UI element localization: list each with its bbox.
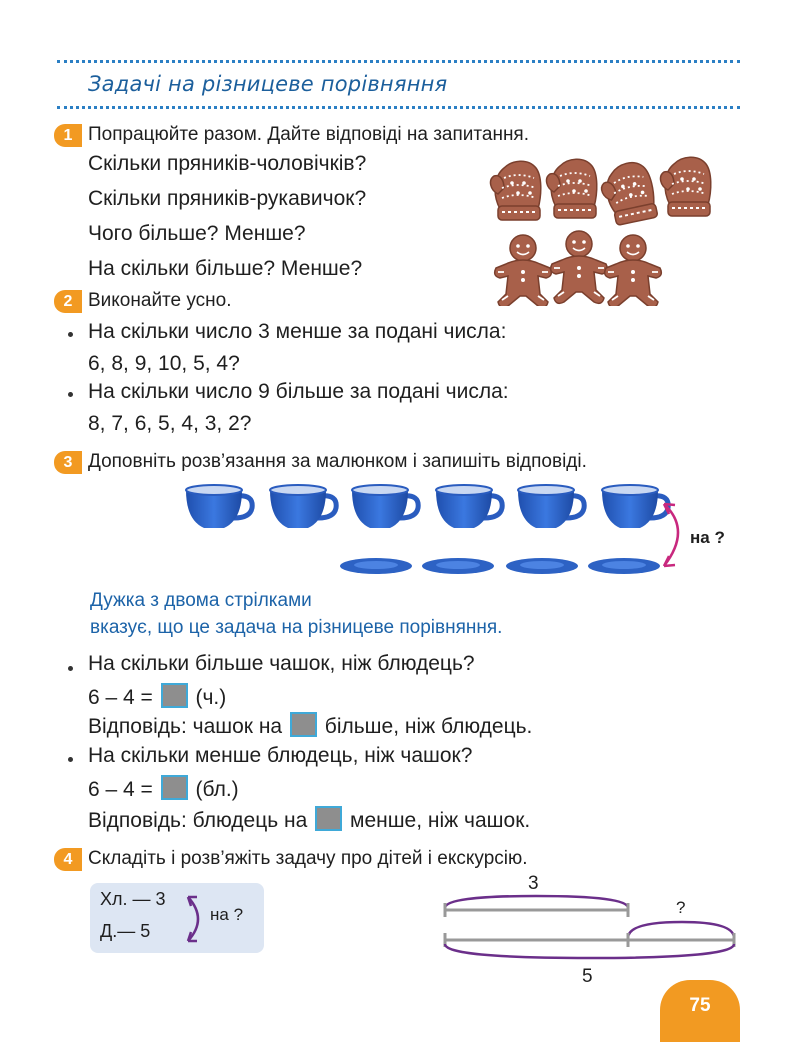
task3-equation	[88, 683, 226, 710]
task3-answer	[88, 712, 532, 739]
diagram-question-label: ?	[676, 898, 686, 917]
top-brace	[445, 896, 628, 908]
bottom-brace	[445, 944, 734, 958]
answer-box[interactable]	[161, 683, 188, 708]
bottom-dotted-rule	[57, 106, 740, 109]
bullet-dot	[68, 757, 73, 762]
task1-intro: Попрацюйте разом. Дайте відповіді на запитання.	[88, 124, 529, 145]
task1-question: Скільки пряників-рукавичок?	[88, 187, 367, 210]
saucer-icon	[422, 558, 494, 574]
task1-question: Скільки пряників-чоловічків?	[88, 152, 367, 175]
answer-box[interactable]	[315, 806, 342, 831]
cup-icon	[352, 485, 418, 528]
task-number-badge: 4	[54, 848, 82, 871]
cup-icon	[436, 485, 502, 528]
task2-intro: Виконайте усно.	[88, 290, 232, 311]
equation-unit: (ч.)	[195, 686, 227, 709]
task-number-badge: 3	[54, 451, 82, 474]
gingerbread-man	[605, 235, 662, 306]
answer-text-before: Відповідь: чашок на	[88, 715, 283, 738]
top-dotted-rule	[57, 60, 740, 63]
task3-equation	[88, 775, 239, 802]
gingerbread-illustration	[484, 146, 720, 306]
legend-line: Хл. — 3	[100, 889, 166, 909]
task1-question: На скільки більше? Менше?	[88, 257, 363, 280]
cups-and-saucers-illustration	[180, 478, 740, 586]
diagram-top-label: 3	[528, 873, 539, 894]
task2-item-line: На скільки число 3 менше за подані числа:	[88, 320, 507, 343]
cup-icon	[186, 485, 252, 528]
task3-question: На скільки менше блюдець, ніж чашок?	[88, 744, 473, 767]
answer-box[interactable]	[290, 712, 317, 737]
equation-expression: 6 – 4 =	[88, 686, 153, 709]
task2-item-numbers: 8, 7, 6, 5, 4, 3, 2?	[88, 412, 252, 435]
arrowhead-bottom	[664, 556, 675, 566]
answer-text-after: менше, ніж чашок.	[350, 809, 531, 832]
difference-brace	[628, 922, 734, 938]
gingerbread-mitten	[597, 159, 658, 227]
comparison-label: на ?	[690, 528, 725, 547]
segment-diagram	[440, 892, 740, 972]
saucer-icon	[506, 558, 578, 574]
task2-item-numbers: 6, 8, 9, 10, 5, 4?	[88, 352, 240, 375]
answer-text-after: більше, ніж блюдець.	[324, 715, 533, 738]
task2-item-line: На скільки число 9 більше за подані числа:	[88, 380, 509, 403]
gingerbread-mitten	[491, 161, 541, 220]
gingerbread-mitten	[661, 157, 711, 216]
equation-expression: 6 – 4 =	[88, 778, 153, 801]
gingerbread-man	[551, 231, 608, 303]
legend-bracket	[182, 891, 212, 947]
gingerbread-mitten	[547, 159, 597, 218]
answer-text-before: Відповідь: блюдець на	[88, 809, 308, 832]
diagram-bottom-label: 5	[582, 966, 593, 987]
equation-unit: (бл.)	[195, 778, 239, 801]
legend-line: Д.— 5	[100, 921, 151, 941]
cup-icon	[518, 485, 584, 528]
task1-question: Чого більше? Менше?	[88, 222, 306, 245]
cup-icon	[270, 485, 336, 528]
saucer-icon	[588, 558, 660, 574]
task3-intro: Доповніть розв’язання за малюнком і запишіть відповіді.	[88, 451, 587, 472]
cup-icon	[602, 485, 668, 528]
saucer-icon	[340, 558, 412, 574]
task3-answer	[88, 806, 530, 833]
gingerbread-man	[495, 235, 552, 306]
bullet-dot	[68, 392, 73, 397]
page-heading: Задачі на різницеве порівняння	[88, 72, 448, 96]
task3-question: На скільки більше чашок, ніж блюдець?	[88, 652, 475, 675]
answer-box[interactable]	[161, 775, 188, 800]
note-line: Дужка з двома стрілками	[90, 590, 312, 611]
task4-intro: Складіть і розв’яжіть задачу про дітей і екскурсію.	[88, 848, 528, 869]
legend-label: на ?	[210, 905, 244, 924]
bullet-dot	[68, 666, 73, 671]
note-line: вказує, що це задача на різницеве порівняння.	[90, 617, 503, 638]
bullet-dot	[68, 332, 73, 337]
page-number: 75	[660, 980, 740, 1042]
task-number-badge: 1	[54, 124, 82, 147]
legend-box	[90, 883, 264, 953]
task-number-badge: 2	[54, 290, 82, 313]
